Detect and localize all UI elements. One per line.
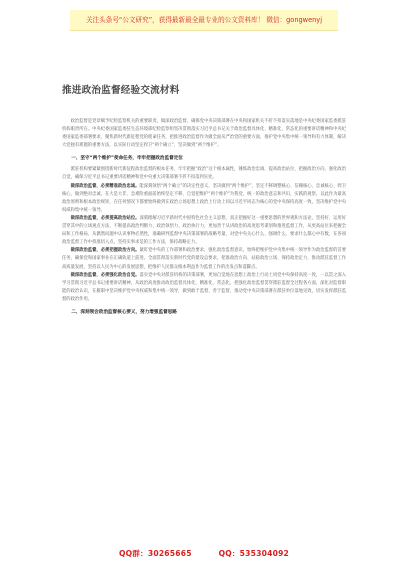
document-body — [62, 118, 346, 542]
paragraph-lead: 做深政治监督，必须把握政治方向。 — [70, 248, 140, 254]
paragraph-text: 派驻机构要紧紧围绕新时代新征程政治监督的根本任务，牢牢把握“政治”这个根本属性，锤炼政治忠诚、提高政治站位、把握政治方向、强化政治自觉，确保习近平总书记重要讲话精神和党中央重大决策部署不折不扣落到实处。 — [62, 167, 346, 181]
paragraph-lead: 做深政治监督，必须强化政治自觉。 — [70, 272, 140, 278]
paragraph-lead: 做深政治监督，必须提高政治站位。 — [70, 215, 140, 221]
paragraph-text: 能深刻领悟“两个确立”的决定性意义，坚决做到“两个维护”，坚定不移调整核心、信赖核心、忠诚核心、捍卫核心，做到绝对忠诚。在大是大非、急难险重面前始终坚定不移，自觉把维护“两个维护”为我党，统一的政治意志和共识，实践的观察，以此作为最高政治原则和根本政治规矩，在任何情况下都要始终做到在政治立场思想上政治上行动上同以习近平同志为核心的党中央保持高度一致，坚决维护党中央权威和集中统一领导。 — [62, 183, 346, 213]
paragraph-lead: 做深政治监督，必须精准政治忠诚。 — [70, 183, 140, 189]
paragraph-intro — [62, 118, 346, 150]
paragraph-text: 深刻理解习近平新时代中国特色社会主义思想，真正把握好这一重要思想的世界观和方法论，坚持好、运用好贯穿其中的立场观点方法，不断提高政治判断力、政治领悟力、政治执行力，更加善于从讲政治的高度思考谋划和推进监督工作，从更高站位来把握全局和工作格局，从偶然问题中认识事物必然性，准确研判监督中央决策部署的战略考量，对党中央关心什么、强调什么、要求什么都心中有数，在各项政治监督工作中找准切入点，坚持实事求是的工作方法，保持战略定力。 — [62, 215, 346, 246]
promo-banner-text: 关注头条号“公文研究”，获得最新最全最专业的公文资料库！ 微信：gongwenyj — [85, 16, 323, 24]
paragraph — [62, 272, 346, 304]
paragraph-text: 落实党中央对派驻机构的决策部署，更加自觉地在思想上政治上行动上同党中央保持高度一致，一以贯之深入学习贯彻习近平总书记重要讲话精神，从政治高度推动政治监督具体化、精准化、常态化，把强化政治监督贯穿派驻监督全过程各方面，深化对监督职能的政治认识，在履职中坚决维护党中央权威和集中统一领导，做到敢于监督、善于监督，推动党中央决策部署在派驻单位落地见效，切实发挥派驻监督的政治作用。 — [62, 272, 346, 302]
section-heading-1: 一、坚守“两个维护”使命任务，牢牢把握政治监督定位 — [71, 156, 183, 162]
qq-group-number: QQ群：30265665 — [118, 549, 192, 558]
paragraph — [62, 183, 346, 215]
paragraph — [62, 215, 346, 247]
qq-number: QQ：535304092 — [218, 549, 290, 558]
paragraph-text: 政治监督是党章赋予纪检监察机关的重要职责。做深政治监督，确保党中央决策部署在中央和国家机关不折不扣落实落地是中央纪委国家监委派驻机构职责所在。中央纪委国家监委驻生态环境部纪检监察组坚决贯彻落实习近平总书记关于政治监督具体化、精准化、常态化的重要讲话精神和中央纪委国家监委部署要求，聚焦新时代新征程党的使命任务，把推进政治监督作为做全面从严治党的重要方面，推护党中央集中统一领导和有力体制，解决大党独有难题的重要方法，以实际行动坚定捍卫“两个确立”，坚决做到“两个维护”。 — [62, 119, 346, 149]
document-title: 推进政治监督经验交流材料 — [62, 85, 180, 96]
paragraph — [62, 247, 346, 271]
paragraph-text: 紧盯党中央的工作部署和政治要求，强化政治监督意识，始终把维护党中央集中统一领导作为政治监督的首要任务，确保党和国家事业在正确轨道上前进。全面贯彻落实新时代党的建设总要求，把准政治方向、站稳政治立场、保持政治定力，推动派驻监督工作高质量发展，坚持以人民为中心的发展思想，把维护人民群众根本利益作为监督工作的出发点和落脚点。 — [62, 248, 346, 270]
contact-footer — [0, 548, 408, 559]
promo-banner — [70, 10, 338, 31]
paragraph — [62, 166, 346, 182]
section-heading-2: 二、深刻领会政治监督核心要义，努力增强监督思路 — [71, 309, 177, 315]
